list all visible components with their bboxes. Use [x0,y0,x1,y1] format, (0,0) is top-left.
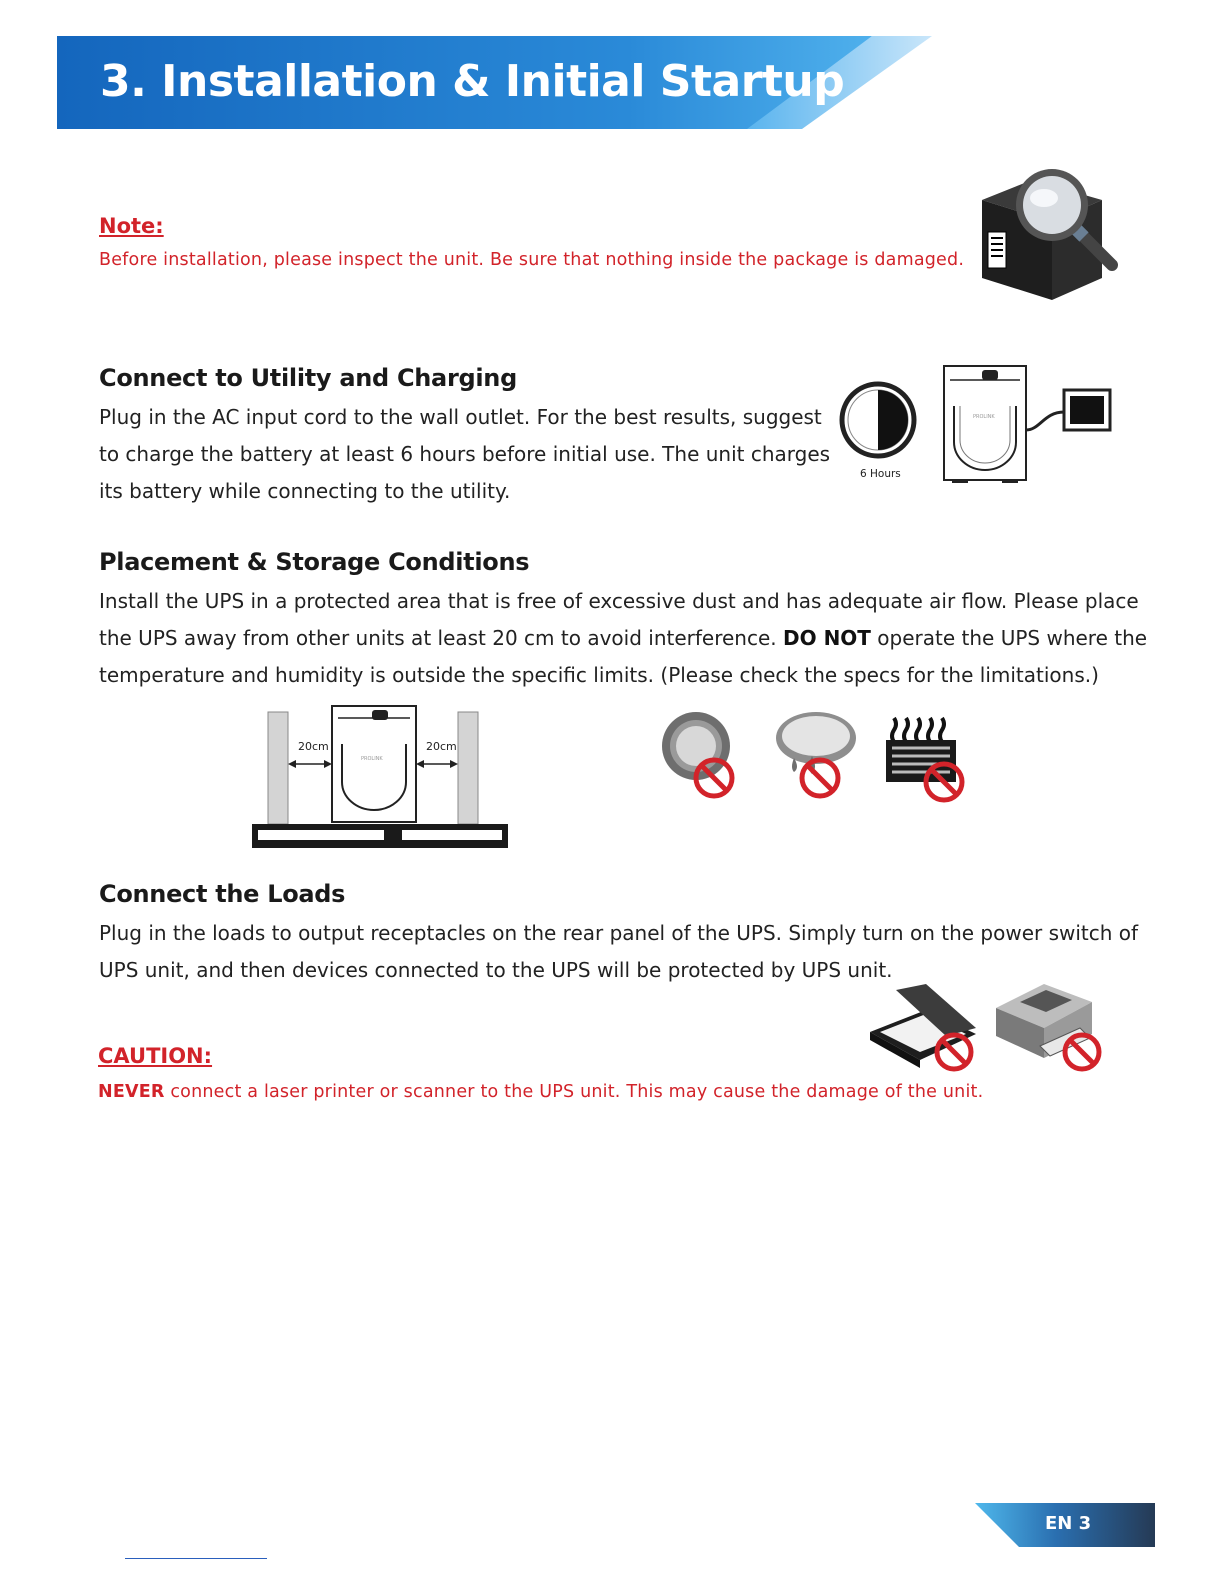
text-line: UPS unit, and then devices connected to the UPS will be protected by UPS unit. [99,958,893,982]
emphasis-do-not: DO NOT [783,626,871,650]
text-line: temperature and humidity is outside the specific limits. (Please check the specs for the limitations.) [99,663,1099,687]
ups-brand-label: PROLINK [973,414,995,420]
clearance-left-label: 20cm [298,740,329,753]
charge-time-label: 6 Hours [860,468,901,480]
section-heading-loads: Connect the Loads [99,880,346,908]
no-scanner-icon [866,980,982,1076]
caution-message: connect a laser printer or scanner to the UPS unit. This may cause the damage of the unit. [164,1082,984,1102]
note-label: Note: [99,214,164,238]
page-title: 3. Installation & Initial Startup [100,56,845,107]
section-text-loads [99,915,1138,989]
charging-illustration [832,360,1122,490]
no-heat-icon [658,708,740,804]
section-text-placement [99,583,1147,694]
section-heading-utility: Connect to Utility and Charging [99,364,517,392]
no-heater-icon [882,712,970,804]
text-span: the UPS away from other units at least 20 cm to avoid interference. [99,626,783,650]
caution-never: NEVER [98,1082,165,1102]
inspect-package-icon [972,160,1122,310]
note-text: Before installation, please inspect the unit. Be sure that nothing inside the package is damaged. [99,250,965,270]
caution-label: CAUTION: [98,1044,213,1068]
text-line: its battery while connecting to the utility. [99,479,511,503]
ups-brand-label: PROLINK [361,756,383,762]
text-line: to charge the battery at least 6 hours before initial use. The unit charges [99,442,831,466]
page-number: EN 3 [1045,1513,1092,1534]
no-humidity-icon [772,706,862,804]
section-heading-placement: Placement & Storage Conditions [99,548,530,576]
clearance-illustration [248,704,512,850]
footer-divider [125,1558,267,1559]
caution-text [98,1082,983,1102]
no-printer-icon [990,972,1108,1078]
section-text-utility [99,399,830,510]
text-span: operate the UPS where the [870,626,1148,650]
text-line: Plug in the AC input cord to the wall outlet. For the best results, suggest [99,405,822,429]
text-line [99,620,1147,657]
text-line: Install the UPS in a protected area that is free of excessive dust and has adequate air flow. Please place [99,589,1139,613]
clearance-right-label: 20cm [426,740,457,753]
text-line: Plug in the loads to output receptacles on the rear panel of the UPS. Simply turn on the power switch of [99,921,1139,945]
